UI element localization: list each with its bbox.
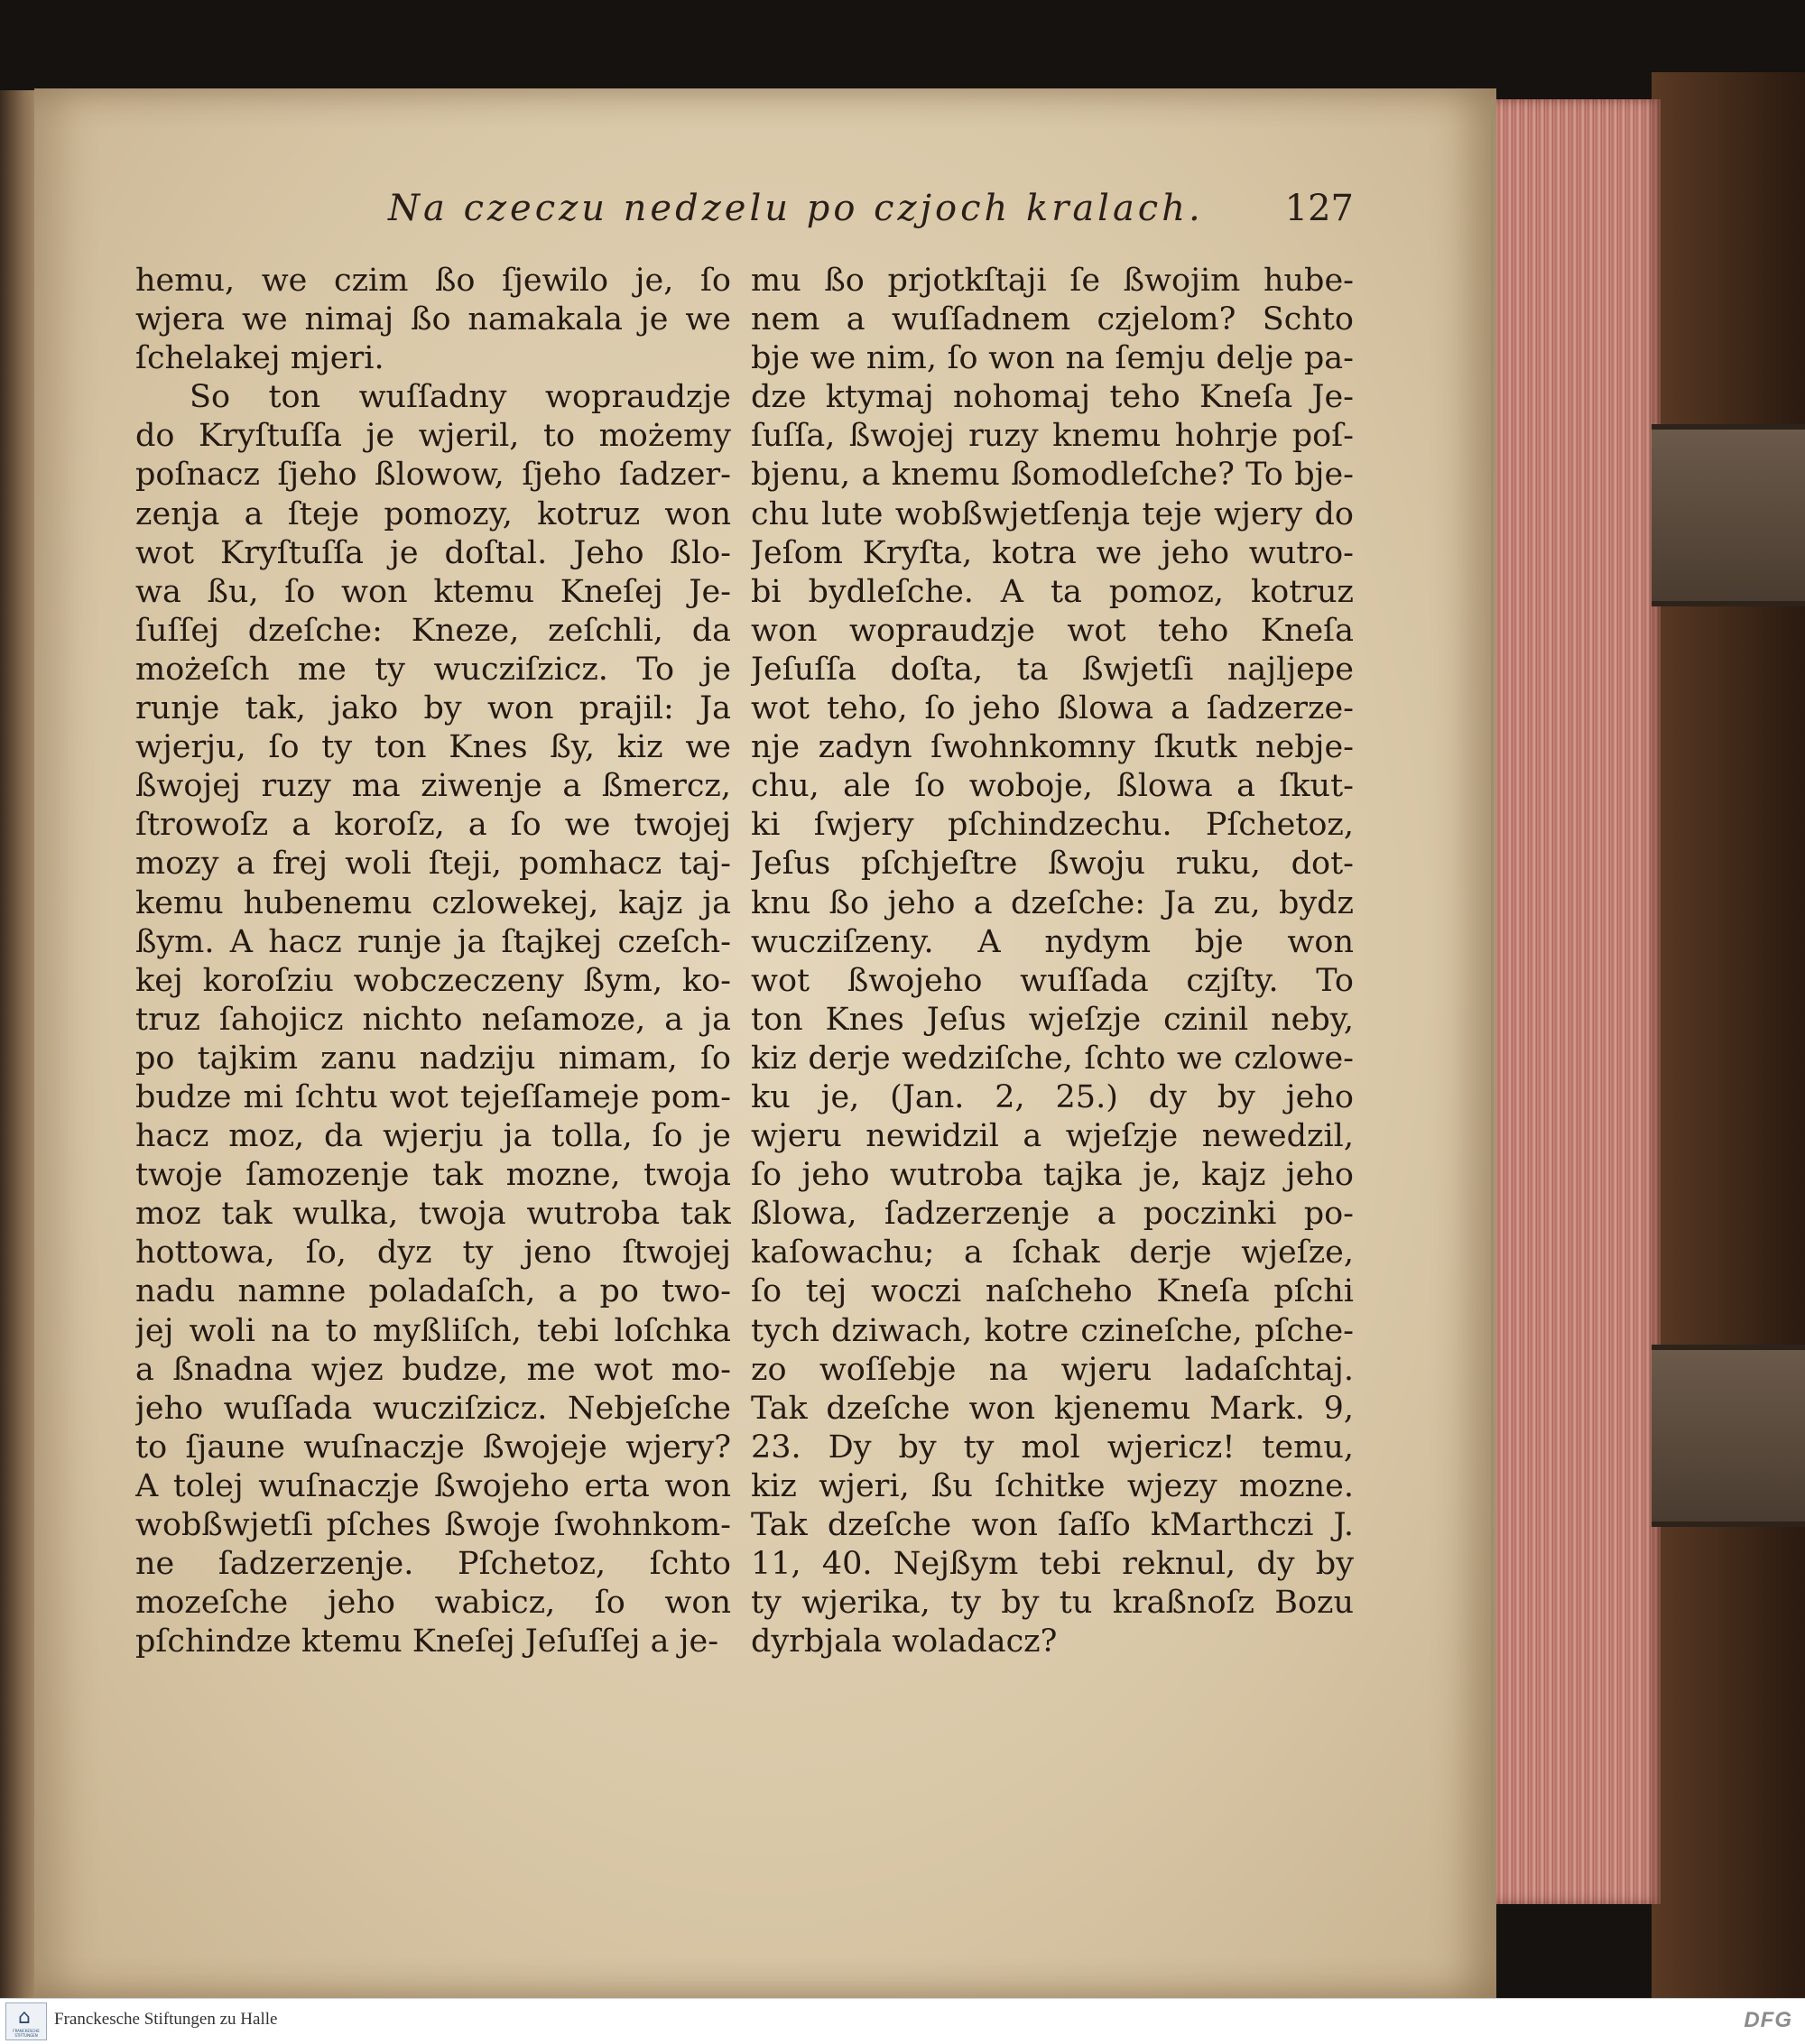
text-line: ßwojej ruzy ma ziwenje a ßmercz, <box>135 768 731 805</box>
text-line: dyrbjala woladacz? <box>751 1623 1058 1660</box>
text-line: Tak dzeſche won ſaſſo kMarthczi J. <box>751 1507 1354 1543</box>
text-line: mozy a frej woli ſteji, pomhacz taj- <box>135 846 731 883</box>
text-line: nem a wuſſadnem czjelom? Schto <box>751 301 1354 338</box>
text-line: ſuſſa, ßwojej ruzy knemu hohrje poſ- <box>751 418 1354 455</box>
institution-name: Franckesche Stiftungen zu Halle <box>54 2010 278 2029</box>
text-line: bjenu, a knemu ßomodleſche? To bje- <box>751 457 1354 494</box>
running-head: Na czeczu nedzelu po czjoch kralach. <box>388 188 1204 229</box>
text-line: ſtrowoſz a koroſz, a ſo we twojej <box>135 807 731 844</box>
text-line: wjeru newidzil a wjeſzje newedzil, <box>751 1118 1354 1155</box>
text-line: ku je, (Jan. 2, 25.) dy by jeho <box>751 1078 1354 1115</box>
text-line: runje tak, jako by won prajil: Ja <box>135 690 731 727</box>
text-line: chu lute wobßwjetſenja teje wjery do <box>751 495 1354 532</box>
text-line: ki ſwjery pſchindzechu. Pſchetoz, <box>751 807 1354 844</box>
book-clasp-bottom <box>1652 1345 1805 1527</box>
text-line: won wopraudzje wot teho Kneſa <box>751 612 1354 649</box>
book-clasp-top <box>1652 424 1805 606</box>
text-line: truz ſahojicz nichto neſamoze, a ja <box>135 1001 731 1038</box>
text-line: chu, ale ſo woboje, ßlowa a ſkut- <box>751 768 1354 805</box>
text-line: twoje ſamozenje tak mozne, twoja <box>135 1157 731 1194</box>
text-line: to ſjaune wuſnaczje ßwojeje wjery? <box>135 1429 731 1466</box>
text-line: nadu namne poladaſch, a po two- <box>135 1273 731 1310</box>
text-line: poſnacz ſjeho ßlowow, ſjeho ſadzer- <box>135 457 731 494</box>
text-line: Jeſuſſa doſta, ta ßwjetſi najljepe <box>751 651 1354 688</box>
text-line: hacz moz, da wjerju ja tolla, ſo je <box>135 1118 731 1155</box>
text-line: kiz derje wedziſche, ſchto we czlowe- <box>751 1040 1354 1077</box>
text-line: pſchindze ktemu Kneſej Jeſuſſej a je- <box>135 1623 719 1660</box>
text-line: ſo jeho wutroba tajka je, kajz jeho <box>751 1157 1354 1194</box>
text-line: wjera we nimaj ßo namakala je we <box>135 301 731 338</box>
text-line: wa ßu, ſo won ktemu Kneſej Je- <box>135 573 731 610</box>
text-line: mozeſche jeho wabicz, ſo won <box>135 1585 731 1622</box>
text-line: ßym. A hacz runje ja ſtajkej czeſch- <box>135 923 731 960</box>
text-line: możeſch me ty wucziſzicz. To je <box>135 651 731 688</box>
text-line: So ton wuſſadny wopraudzje <box>190 379 731 416</box>
text-line: ty wjerika, ty by tu kraßnoſz Bozu <box>751 1585 1354 1622</box>
text-line: kej koroſziu wobczeczeny ßym, ko- <box>135 962 731 999</box>
text-line: ne ſadzerzenje. Pſchetoz, ſchto <box>135 1546 731 1583</box>
text-line: zenja a ſteje pomozy, kotruz won <box>135 495 731 532</box>
page-block-edges <box>1480 99 1661 1904</box>
text-line: ſuſſej dzeſche: Kneze, zeſchli, da <box>135 612 731 649</box>
institution-logo <box>5 2002 47 2040</box>
text-line: 23. Dy by ty mol wjericz! temu, <box>751 1429 1354 1466</box>
text-line: wot teho, ſo jeho ßlowa a ſadzerze- <box>751 690 1354 727</box>
text-line: Jeſus pſchjeſtre ßwoju ruku, dot- <box>751 846 1354 883</box>
text-line: tych dziwach, kotre czineſche, pſche- <box>751 1312 1354 1349</box>
text-line: ſchelakej mjeri. <box>135 340 384 377</box>
dfg-logo: DFG <box>1744 2008 1792 2032</box>
text-line: A tolej wuſnaczje ßwojeho erta won <box>135 1467 731 1504</box>
text-line: kemu hubenemu czlowekej, kajz ja <box>135 884 731 921</box>
text-line: nje zadyn ſwohnkomny ſkutk nebje- <box>751 729 1354 766</box>
text-line: po tajkim zanu nadziju nimam, ſo <box>135 1040 731 1077</box>
text-line: wobßwjetſi pſches ßwoje ſwohnkom- <box>135 1507 731 1543</box>
text-line: wjerju, ſo ty ton Knes ßy, kiz we <box>135 729 731 766</box>
text-line: dze ktymaj nohomaj teho Kneſa Je- <box>751 379 1354 416</box>
text-line: kiz wjeri, ßu ſchitke wjezy mozne. <box>751 1467 1354 1504</box>
text-line: zo woſſebje na wjeru ladaſchtaj. <box>751 1351 1354 1388</box>
logo-text: FRANCKESCHE STIFTUNGEN <box>13 2029 40 2038</box>
text-line: bje we nim, ſo won na ſemju delje pa- <box>751 340 1354 377</box>
page-number: 127 <box>1284 188 1354 229</box>
text-line: hemu, we czim ßo ſjewilo je, ſo <box>135 263 731 299</box>
text-line: moz tak wulka, twoja wutroba tak <box>135 1196 731 1233</box>
text-line: kaſowachu; a ſchak derje wjeſze, <box>751 1235 1354 1272</box>
left-text-column <box>135 262 731 1661</box>
text-line: wot Kryſtuſſa je doſtal. Jeho ßlo- <box>135 534 731 571</box>
text-line: Jeſom Kryſta, kotra we jeho wutro- <box>751 534 1354 571</box>
text-line: bi bydleſche. A ta pomoz, kotruz <box>751 573 1354 610</box>
book-cover <box>1652 72 1805 1998</box>
text-line: jeho wuſſada wucziſzicz. Nebjeſche <box>135 1390 731 1427</box>
text-line: jej woli na to myßliſch, tebi loſchka <box>135 1312 731 1349</box>
text-line: ſo tej woczi naſcheho Kneſa pſchi <box>751 1273 1354 1310</box>
text-line: mu ßo prjotkſtaji ſe ßwojim hube- <box>751 263 1354 299</box>
right-text-column <box>751 262 1354 1661</box>
text-line: 11, 40. Nejßym tebi reknul, dy by <box>751 1546 1354 1583</box>
text-line: wot ßwojeho wuſſada czjſty. To <box>751 962 1354 999</box>
text-line: hottowa, ſo, dyz ty jeno ſtwojej <box>135 1235 731 1272</box>
text-line: wucziſzeny. A nydym bje won <box>751 923 1354 960</box>
text-line: knu ßo jeho a dzeſche: Ja zu, bydz <box>751 884 1354 921</box>
text-line: a ßnadna wjez budze, me wot mo- <box>135 1351 731 1388</box>
page-edge-line <box>1491 99 1494 1904</box>
viewer-footer <box>0 1998 1805 2044</box>
building-icon: ⌂ <box>18 2006 31 2029</box>
text-line: budze mi ſchtu wot tejeſſameje pom- <box>135 1078 731 1115</box>
text-line: ton Knes Jeſus wjeſzje czinil neby, <box>751 1001 1354 1038</box>
text-line: ßlowa, ſadzerzenje a poczinki po- <box>751 1196 1354 1233</box>
text-line: do Kryſtuſſa je wjeril, to możemy <box>135 418 731 455</box>
text-line: Tak dzeſche won kjenemu Mark. 9, <box>751 1390 1354 1427</box>
